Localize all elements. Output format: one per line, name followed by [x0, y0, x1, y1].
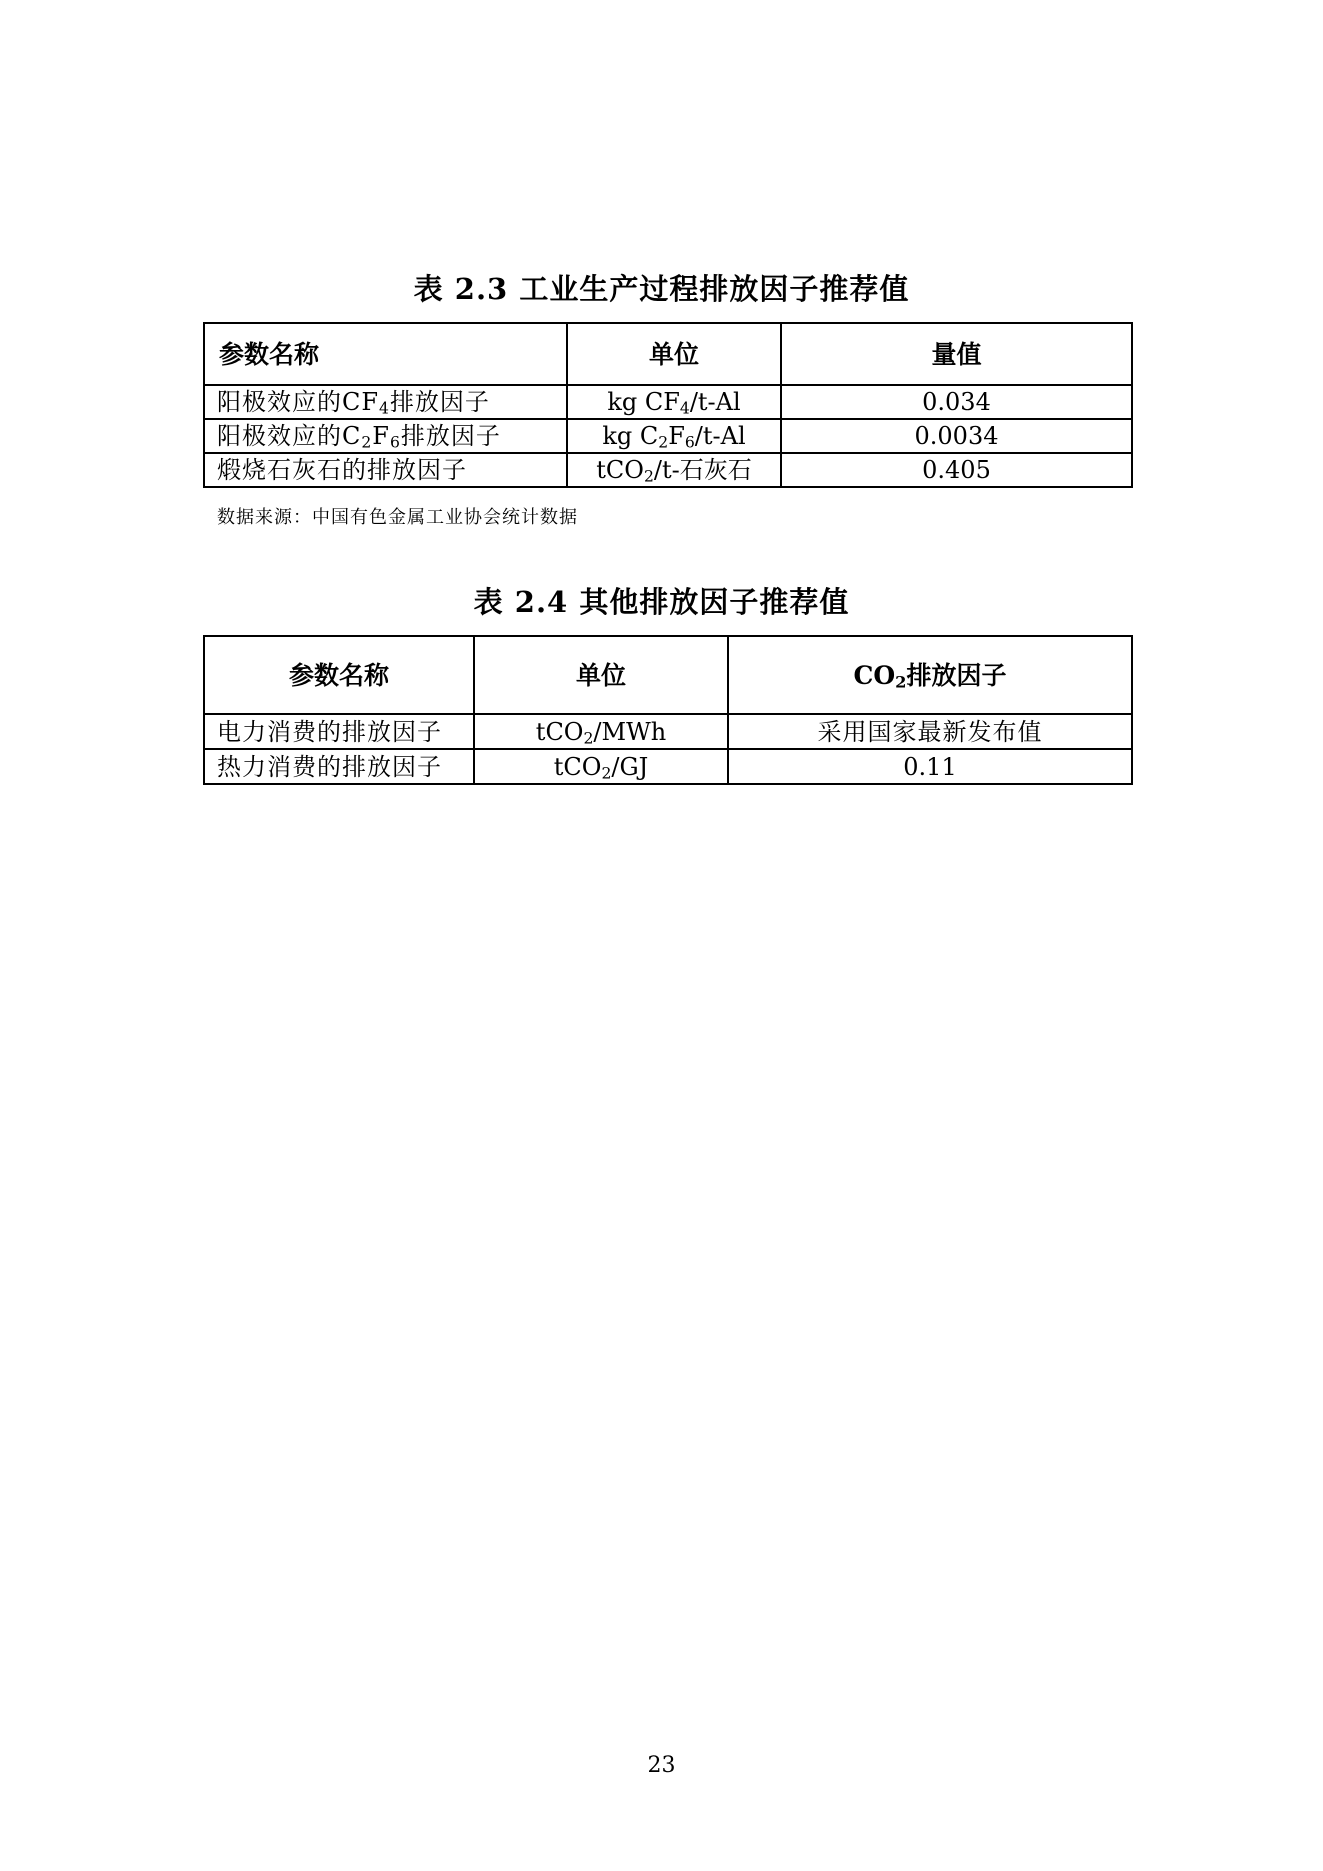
- parameter-name-cell: 煅烧石灰石的排放因子: [204, 453, 567, 487]
- value-cell: 0.0034: [781, 419, 1132, 453]
- table-row: [204, 419, 1132, 453]
- table-row: [204, 385, 1132, 419]
- other-emission-factor-table: [203, 635, 1133, 785]
- header-co2-factor: $CO_2$排放因子: [728, 636, 1132, 714]
- unit-cell: tCO$_2$/t-石灰石: [567, 453, 781, 487]
- value-cell: 0.034: [781, 385, 1132, 419]
- table-row: [204, 453, 1132, 487]
- parameter-name-cell: 阳极效应的$C_2F_6$排放因子: [204, 419, 567, 453]
- unit-cell: kg $C_2F_6/t-Al$: [567, 419, 781, 453]
- value-cell: 0.405: [781, 453, 1132, 487]
- table-header-row: [204, 636, 1132, 714]
- parameter-name-cell: 阳极效应的$CF_4$排放因子: [204, 385, 567, 419]
- table-row: [204, 749, 1132, 784]
- unit-cell: tCO$_2$/MWh: [474, 714, 728, 749]
- table-2-4-caption: 表 2.4 其他排放因子推荐值: [473, 585, 850, 619]
- header-parameter-name: 参数名称: [204, 323, 567, 385]
- header-unit: 单位: [567, 323, 781, 385]
- unit-cell: tCO$_2$/GJ: [474, 749, 728, 784]
- unit-cell: kg $CF_4/t-Al$: [567, 385, 781, 419]
- header-unit: 单位: [474, 636, 728, 714]
- parameter-name-cell: 热力消费的排放因子: [204, 749, 474, 784]
- parameter-name-cell: 电力消费的排放因子: [204, 714, 474, 749]
- value-cell: 采用国家最新发布值: [728, 714, 1132, 749]
- table-2-3-caption: 表 2.3 工业生产过程排放因子推荐值: [413, 272, 910, 306]
- page-number: 23: [647, 1753, 676, 1778]
- value-cell: 0.11: [728, 749, 1132, 784]
- table-row: [204, 714, 1132, 749]
- industrial-process-emission-factor-table: [203, 322, 1133, 488]
- header-value: 量值: [781, 323, 1132, 385]
- data-source-note: 数据来源：中国有色金属工业协会统计数据: [217, 507, 578, 528]
- header-parameter-name: 参数名称: [204, 636, 474, 714]
- table-header-row: [204, 323, 1132, 385]
